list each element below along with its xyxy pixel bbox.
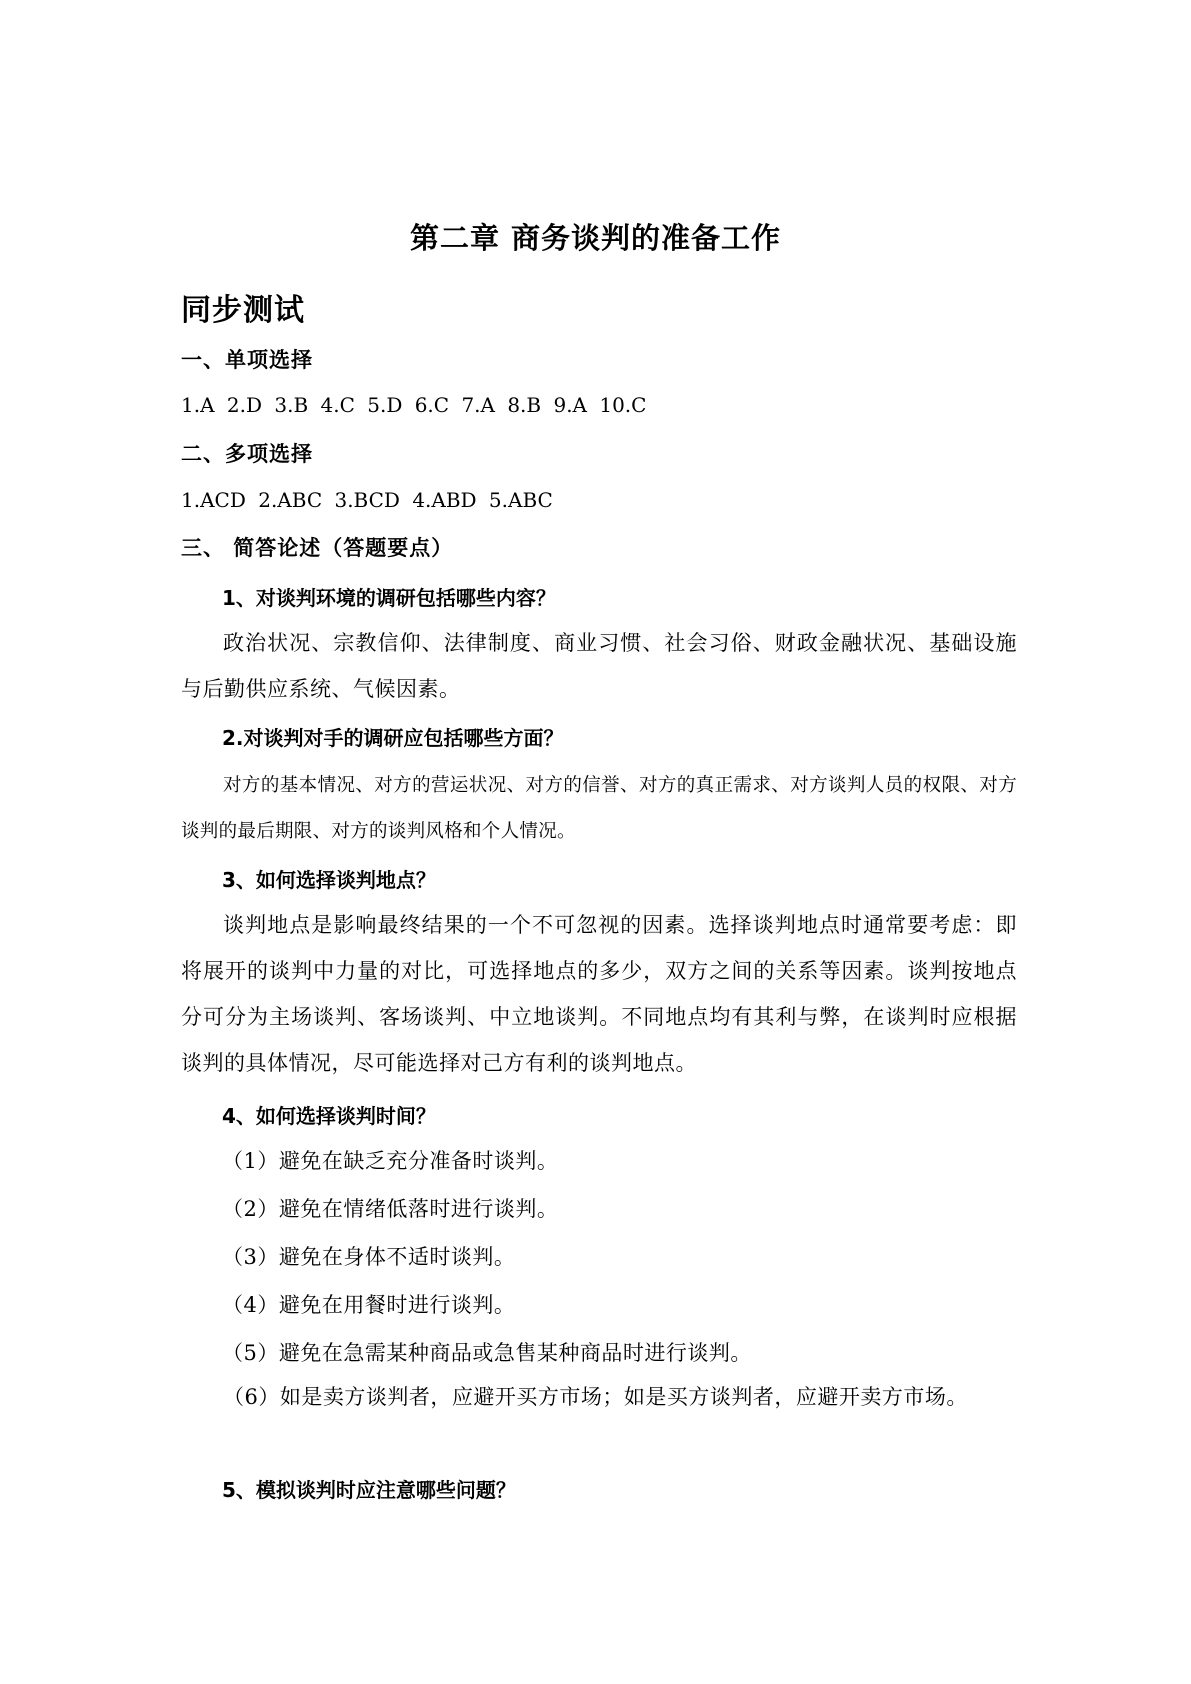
answer-3: 谈判地点是影响最终结果的一个不可忽视的因素。选择谈判地点时通常要考虑：即将展开的谈判中力量的对比，可选择地点的多少，双方之间的关系等因素。谈判按地点分可分为主场谈判、客场谈判、中立地谈判。不同地点均有其利与弊，在谈判时应根据谈判的具体情况，尽可能选择对己方有利的谈判地点。 <box>181 913 1017 1075</box>
answer-2: 对方的基本情况、对方的营运状况、对方的信誉、对方的真正需求、对方谈判人员的权限、对方谈判的最后期限、对方的谈判风格和个人情况。 <box>181 775 1017 842</box>
question-3: 3、如何选择谈判地点？ <box>222 868 436 892</box>
answer-1: 政治状况、宗教信仰、法律制度、商业习惯、社会习俗、财政金融状况、基础设施与后勤供应系统、气候因素。 <box>181 631 1017 701</box>
list-item: （1）避免在缺乏充分准备时谈判。 <box>222 1149 559 1173</box>
question-2: 2.对谈判对手的调研应包括哪些方面？ <box>222 726 564 750</box>
section-heading: 同步测试 <box>181 293 305 328</box>
list-item: （3）避免在身体不适时谈判。 <box>222 1245 516 1269</box>
question-4: 4、如何选择谈判时间？ <box>222 1104 436 1128</box>
part1-heading: 一、单项选择 <box>181 348 313 372</box>
list-item: （6）如是卖方谈判者，应避开买方市场；如是买方谈判者，应避开卖方市场。 <box>223 1385 968 1409</box>
part2-heading: 二、多项选择 <box>181 442 313 466</box>
part2-answers: 1.ACD 2.ABC 3.BCD 4.ABD 5.ABC <box>181 488 553 512</box>
part3-heading: 三、 简答论述（答题要点） <box>181 536 454 560</box>
list-item: （5）避免在急需某种商品或急售某种商品时进行谈判。 <box>222 1341 752 1365</box>
part1-answers: 1.A 2.D 3.B 4.C 5.D 6.C 7.A 8.B 9.A 10.C <box>181 393 647 417</box>
list-item: （2）避免在情绪低落时进行谈判。 <box>222 1197 559 1221</box>
question-5: 5、模拟谈判时应注意哪些问题？ <box>222 1478 516 1502</box>
chapter-title: 第二章 商务谈判的准备工作 <box>409 221 782 255</box>
question-1: 1、对谈判环境的调研包括哪些内容？ <box>222 586 556 610</box>
list-item: （4）避免在用餐时进行谈判。 <box>222 1293 516 1317</box>
